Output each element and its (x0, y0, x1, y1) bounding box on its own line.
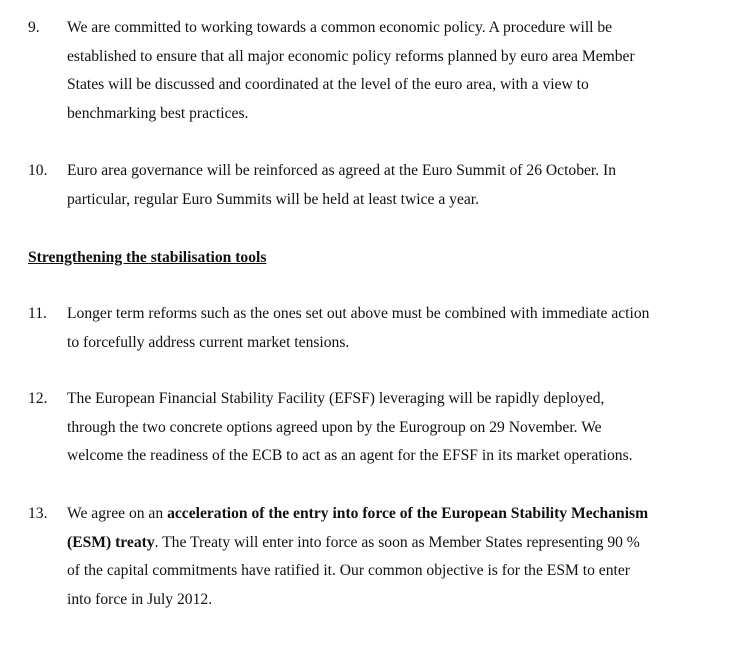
text-line: The European Financial Stability Facility (EFSF) leveraging will be rapidly deployed, (67, 390, 605, 407)
text-line: Euro area governance will be reinforced as agreed at the Euro Summit of 26 October. In (67, 162, 617, 179)
paragraph-11 (28, 300, 728, 357)
text-line: established to ensure that all major economic policy reforms planned by euro area Member (67, 47, 635, 65)
paragraph-9 (28, 14, 728, 128)
paragraph-10 (28, 157, 728, 214)
text-line (67, 529, 728, 558)
paragraph-13 (28, 500, 728, 614)
text-bold: acceleration of the entry into force of the European Stability Mechanism (167, 505, 649, 522)
paragraph-number: 12. (28, 390, 48, 407)
text-line: into force in July 2012. (67, 590, 213, 608)
paragraph-text (67, 157, 728, 214)
text-line: of the capital commitments have ratified it. Our common objective is for the ESM to enter (67, 562, 630, 580)
paragraph-text (67, 300, 728, 357)
text-line: States will be discussed and coordinated at the level of the euro area, with a view to (67, 76, 589, 94)
text-line (67, 500, 728, 529)
paragraph-text (67, 385, 728, 471)
text-plain: We agree on an (67, 505, 168, 522)
text-line: through the two concrete options agreed upon by the Eurogroup on 29 November. We (67, 418, 602, 436)
paragraph-12 (28, 385, 728, 471)
paragraph-number: 10. (28, 162, 48, 179)
paragraph-number: 9. (28, 19, 40, 36)
text-line: welcome the readiness of the ECB to act as an agent for the EFSF in its market operations. (67, 447, 633, 465)
paragraph-number: 11. (28, 305, 47, 322)
paragraph-number: 13. (28, 505, 48, 522)
section-heading: Strengthening the stabilisation tools (28, 249, 267, 266)
text-line: benchmarking best practices. (67, 104, 249, 122)
text-line: Longer term reforms such as the ones set out above must be combined with immediate action (67, 305, 650, 322)
text-line: to forcefully address current market tensions. (67, 333, 350, 351)
paragraph-text (67, 14, 728, 128)
text-line: We are committed to working towards a common economic policy. A procedure will be (67, 19, 613, 36)
text-bold: (ESM) treaty (67, 533, 155, 551)
text-line: particular, regular Euro Summits will be held at least twice a year. (67, 190, 480, 208)
paragraph-text (67, 500, 728, 614)
text-plain: . The Treaty will enter into force as soon as Member States representing 90 % (154, 533, 640, 551)
